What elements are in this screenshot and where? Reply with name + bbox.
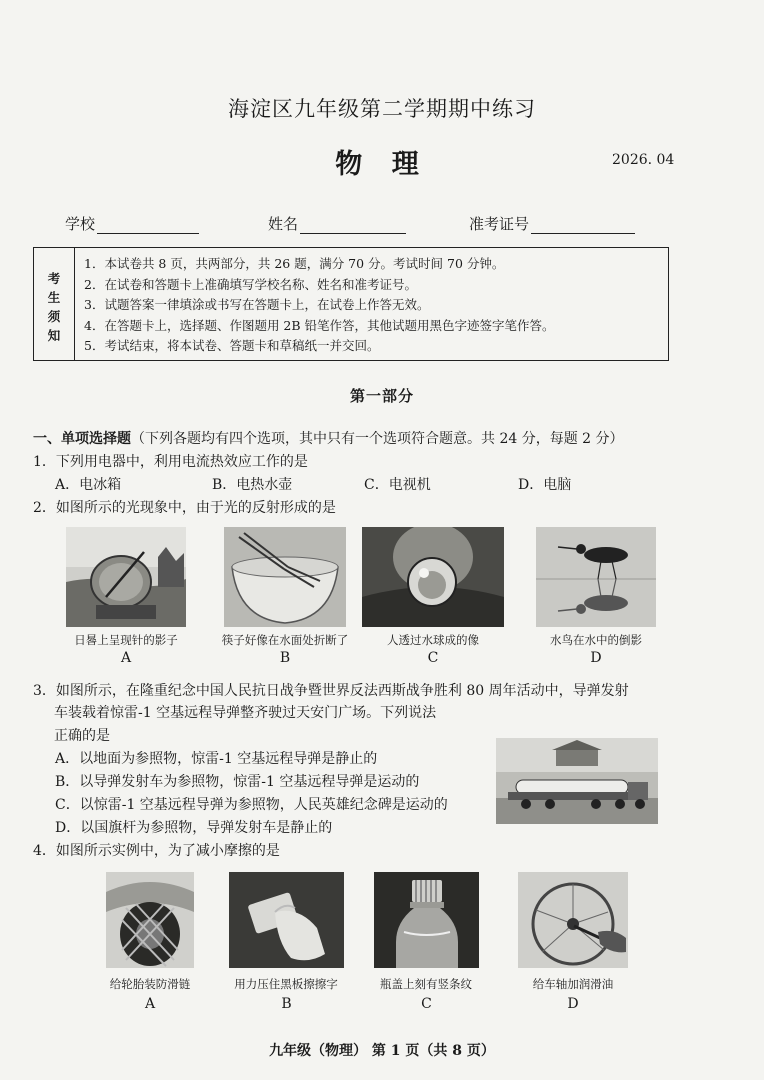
notice-heading-char: 考 <box>47 271 61 286</box>
q4-figure-c-bottle-cap <box>374 872 479 968</box>
exam-title: 海淀区九年级第二学期期中练习 <box>228 97 536 121</box>
exam-id-field[interactable] <box>469 213 635 234</box>
q4-figure-b-blackboard-eraser <box>229 872 344 968</box>
q3-figure-missile-truck <box>496 738 658 824</box>
q2-figure-c-water-sphere <box>362 527 504 627</box>
name-blank[interactable] <box>300 217 406 234</box>
school-blank[interactable] <box>97 217 199 234</box>
q2-figure-d-letter[interactable]: D <box>590 650 602 666</box>
part-title: 第一部分 <box>349 387 414 405</box>
q4-figure-b-caption: 用力压住黑板擦擦字 <box>234 977 338 991</box>
q2-figure-b-chopsticks <box>224 527 346 627</box>
q4-figure-c-letter[interactable]: C <box>421 996 432 1012</box>
notice-item: 3．试题答案一律填涂或书写在答题卡上，在试卷上作答无效。 <box>84 297 430 312</box>
q1-option-b[interactable]: B．电热水壶 <box>212 477 293 493</box>
q3-stem-line3: 正确的是 <box>54 728 110 744</box>
q3-stem-line1: 3．如图所示，在隆重纪念中国人民抗日战争暨世界反法西斯战争胜利 80 周年活动中，导弹发射 <box>33 683 629 699</box>
q3-option-d[interactable]: D．以国旗杆为参照物，导弹发射车是静止的 <box>55 820 333 836</box>
notice-item: 5．考试结束，将本试卷、答题卡和草稿纸一并交回。 <box>84 338 380 353</box>
exam-id-blank[interactable] <box>531 217 635 234</box>
q2-figure-d-bird-reflection <box>536 527 656 627</box>
q1-option-a[interactable]: A．电冰箱 <box>55 477 122 493</box>
q4-stem: 4．如图所示实例中，为了减小摩擦的是 <box>33 843 280 859</box>
q4-figure-d-letter[interactable]: D <box>567 996 579 1012</box>
section-title: 一、单项选择题 <box>33 431 131 447</box>
name-label: 姓名 <box>268 215 299 233</box>
q2-figure-a-letter[interactable]: A <box>120 650 132 666</box>
q3-stem-line2: 车装载着惊雷-1 空基远程导弹整齐驶过天安门广场。下列说法 <box>54 705 437 721</box>
q3-option-a[interactable]: A．以地面为参照物，惊雷-1 空基远程导弹是静止的 <box>55 751 378 767</box>
q4-figure-c-caption: 瓶盖上刻有竖条纹 <box>380 977 472 991</box>
q1-option-d[interactable]: D．电脑 <box>518 477 572 493</box>
q3-option-b[interactable]: B．以导弹发射车为参照物，惊雷-1 空基远程导弹是运动的 <box>55 774 420 790</box>
notice-heading-char: 知 <box>47 328 61 343</box>
q4-figure-a-letter[interactable]: A <box>144 996 156 1012</box>
q2-figure-c-caption: 人透过水球成的像 <box>387 633 479 647</box>
notice-heading-char: 生 <box>47 290 61 305</box>
notice-item: 1．本试卷共 8 页，共两部分，共 26 题，满分 70 分。考试时间 70 分钟。 <box>84 256 505 271</box>
q3-option-c[interactable]: C．以惊雷-1 空基远程导弹为参照物，人民英雄纪念碑是运动的 <box>55 797 448 813</box>
notice-heading-char: 须 <box>47 309 61 324</box>
q2-figure-d-caption: 水鸟在水中的倒影 <box>550 633 642 647</box>
q2-figure-a-sundial <box>66 527 186 627</box>
notice-heading <box>34 248 75 360</box>
exam-date: 2026. 04 <box>612 152 675 168</box>
q1-stem: 1．下列用电器中，利用电流热效应工作的是 <box>33 454 308 470</box>
exam-id-label: 准考证号 <box>469 215 530 233</box>
notice-item: 4．在答题卡上，选择题、作图题用 2B 铅笔作答，其他试题用黑色字迹签字笔作答。 <box>84 317 555 333</box>
q4-figure-a-tire-chain <box>106 872 194 968</box>
q1-option-c[interactable]: C．电视机 <box>364 477 431 493</box>
section-desc: （下列各题均有四个选项，其中只有一个选项符合题意。共 24 分，每题 2 分） <box>131 431 624 447</box>
q4-figure-b-letter[interactable]: B <box>281 996 292 1012</box>
section-header <box>33 428 624 448</box>
school-field[interactable] <box>65 213 199 234</box>
q4-figure-d-caption: 给车轴加润滑油 <box>532 977 614 991</box>
subject-title: 物 理 <box>335 149 429 180</box>
page-footer: 九年级（物理） 第 1 页（共 8 页） <box>269 1043 495 1059</box>
q4-figure-a-caption: 给轮胎装防滑链 <box>109 977 191 991</box>
candidate-notice-box <box>33 247 669 361</box>
notice-item: 2．在试卷和答题卡上准确填写学校名称、姓名和准考证号。 <box>84 276 417 292</box>
q4-figure-d-oil-axle <box>518 872 628 968</box>
q2-figure-b-caption: 筷子好像在水面处折断了 <box>221 633 349 647</box>
q2-figure-b-letter[interactable]: B <box>279 650 291 666</box>
q2-stem: 2．如图所示的光现象中，由于光的反射形成的是 <box>33 500 336 516</box>
q2-figure-a-caption: 日晷上呈现针的影子 <box>74 633 178 647</box>
notice-items <box>84 254 555 357</box>
school-label: 学校 <box>65 215 96 233</box>
q2-figure-c-letter[interactable]: C <box>427 650 439 666</box>
name-field[interactable] <box>268 213 406 234</box>
